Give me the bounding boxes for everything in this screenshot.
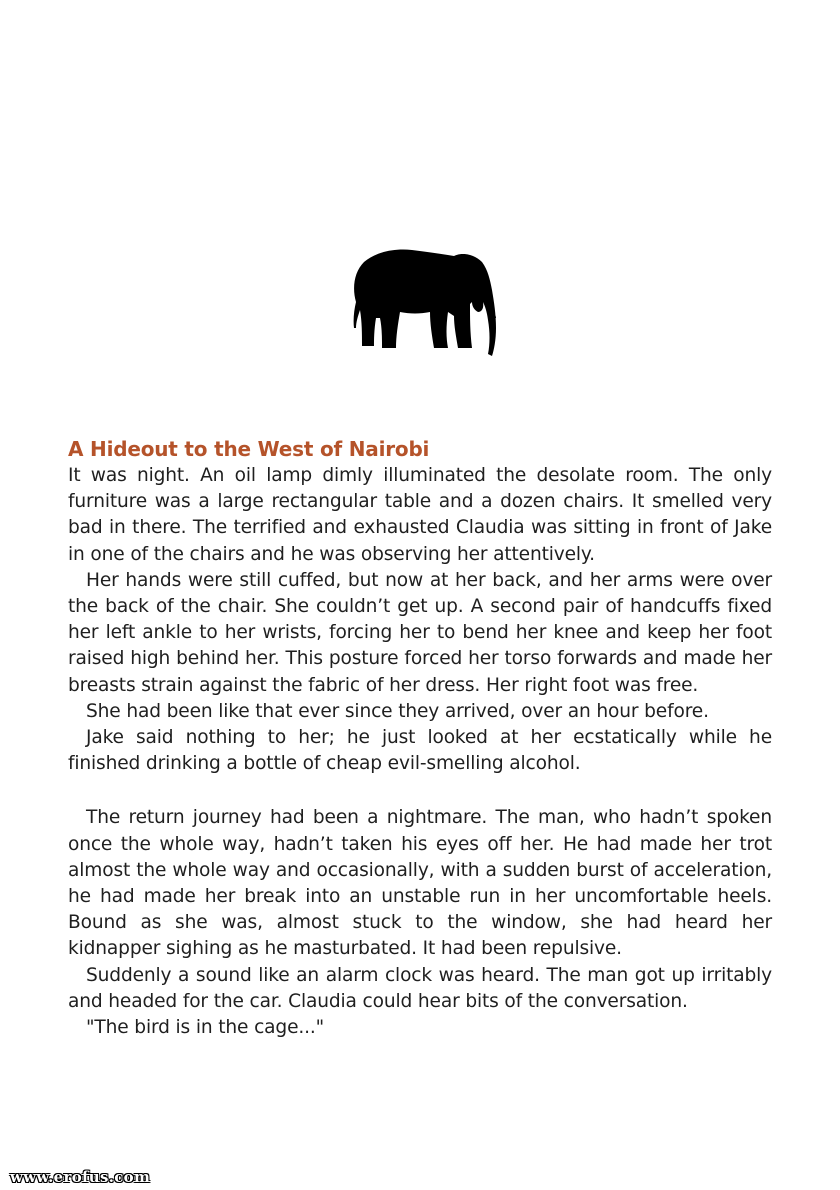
scene-break [68, 777, 772, 805]
elephant-icon [350, 248, 498, 360]
paragraph-7: "The bird is in the cage..." [86, 1017, 325, 1039]
site-watermark: www.erofus.com [10, 1168, 151, 1186]
paragraph-6: Suddenly a sound like an alarm clock was heard. The man got up irritably and headed for the car. Claudia could hear bits of the conversation. [68, 964, 772, 1012]
paragraph-2: Her hands were still cuffed, but now at her back, and her arms were over the back of the chair. She couldn’t get up. A second pair of handcuffs fixed her left ankle to her wrists, forcing her to bend her knee and keep her foot raised high behind her. This posture forced her torso forwards and made her breasts strain against the fabric of her dress. Her right foot was free. [68, 569, 772, 696]
paragraph-4: Jake said nothing to her; he just looked at her ecstatically while he finished drinking a bottle of cheap evil-smelling alcohol. [68, 727, 772, 775]
paragraph-5: The return journey had been a nightmare. The man, who hadn’t spoken once the whole way, hadn’t taken his eyes off her. He had made her trot almost the whole way and occasionally, with a sudden burst of acceleration, he had made her break into an unstable run in her uncomfortable heels. Bound as she was, almost stuck to the window, she had heard her kidnapper sighing as he masturbated. It had been repulsive. [68, 807, 772, 960]
section-heading: A Hideout to the West of Nairobi [68, 437, 430, 461]
paragraph-1: It was night. An oil lamp dimly illuminated the desolate room. The only furniture was a large rectangular table and a dozen chairs. It smelled very bad in there. The terrified and exhausted Claudia was sitting in front of Jake in one of the chairs and he was observing her attentively. [68, 465, 772, 565]
paragraph-3: She had been like that ever since they arrived, over an hour before. [86, 700, 709, 722]
chapter-section [68, 436, 772, 1041]
